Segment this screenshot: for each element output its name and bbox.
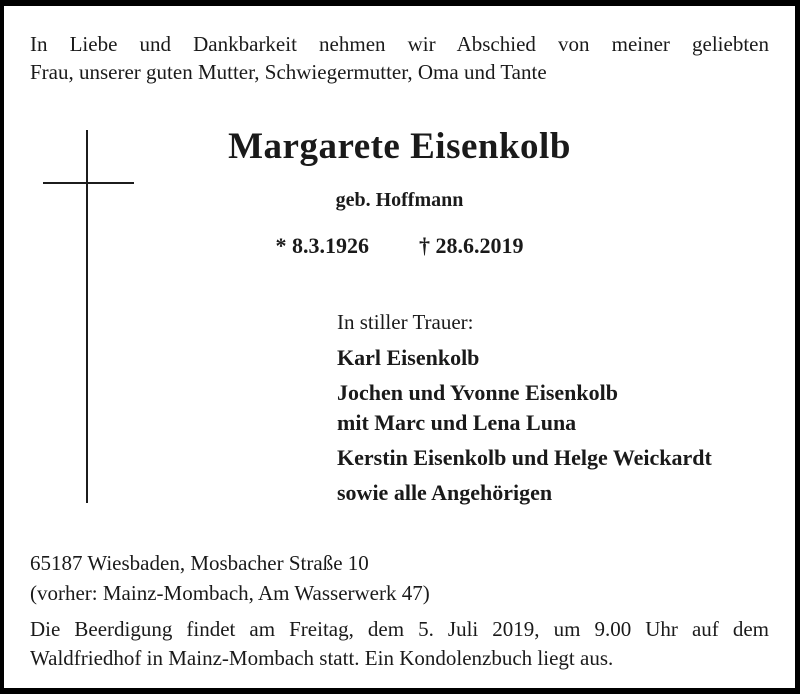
funeral-line-1: Die Beerdigung findet am Freitag, dem 5. Juli 2019, um 9.00 Uhr auf dem bbox=[30, 617, 769, 641]
mourner-line: mit Marc und Lena Luna bbox=[337, 410, 577, 435]
maiden-name: geb. Hoffmann bbox=[335, 189, 464, 211]
mourning-label: In stiller Trauer: bbox=[337, 310, 474, 334]
address-block bbox=[30, 548, 769, 608]
deceased-name: Margarete Eisenkolb bbox=[228, 126, 571, 167]
mourner-line: Karl Eisenkolb bbox=[337, 345, 480, 370]
mourner-line: Kerstin Eisenkolb und Helge Weickardt bbox=[337, 445, 712, 470]
mourner-line: Jochen und Yvonne Eisenkolb bbox=[337, 380, 619, 405]
cross-horizontal-line bbox=[43, 182, 134, 184]
death-date: † 28.6.2019 bbox=[419, 233, 524, 258]
intro-line-2: Frau, unserer guten Mutter, Schwiegermutter, Oma und Tante bbox=[30, 60, 547, 84]
life-dates bbox=[30, 233, 769, 259]
funeral-line-2: Waldfriedhof in Mainz-Mombach statt. Ein Kondolenzbuch liegt aus. bbox=[30, 646, 614, 670]
address-line-2: (vorher: Mainz-Mombach, Am Wasserwerk 47) bbox=[30, 581, 430, 605]
mourner-line: sowie alle Angehörigen bbox=[337, 480, 553, 505]
address-line-1: 65187 Wiesbaden, Mosbacher Straße 10 bbox=[30, 551, 369, 575]
funeral-info bbox=[30, 615, 769, 673]
header-block bbox=[30, 128, 769, 259]
mourners-block bbox=[337, 309, 769, 506]
intro-paragraph bbox=[30, 30, 769, 86]
intro-line-1: In Liebe und Dankbarkeit nehmen wir Abschied von meiner geliebten bbox=[30, 32, 769, 56]
birth-date: * 8.3.1926 bbox=[275, 233, 369, 258]
cross-vertical-line bbox=[86, 130, 88, 503]
